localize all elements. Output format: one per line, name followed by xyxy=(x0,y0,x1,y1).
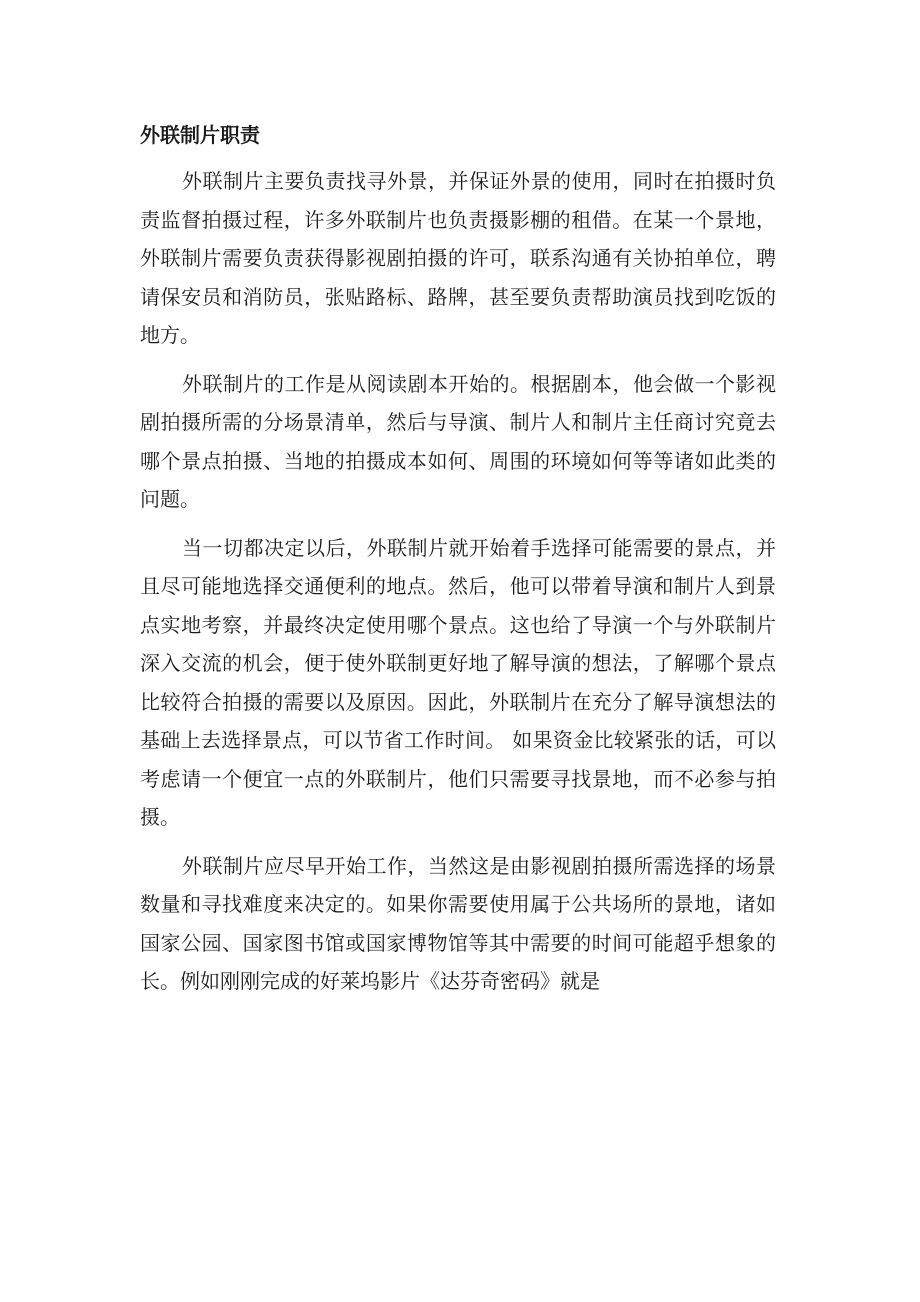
document-body xyxy=(140,118,776,1011)
paragraph-4: 外联制片应尽早开始工作，当然这是由影视剧拍摄所需选择的场景数量和寻找难度来决定的。如果你需要使用属于公共场所的景地，诸如国家公园、国家图书馆或国家博物馆等其中需要的时间可能超乎想象的长。例如刚刚完成的好莱坞影片《达芬奇密码》就是 xyxy=(140,853,776,993)
document-title: 外联制片职责 xyxy=(140,123,260,147)
paragraph-1: 外联制片主要负责找寻外景，并保证外景的使用，同时在拍摄时负责监督拍摄过程，许多外联制片也负责摄影棚的租借。在某一个景地，外联制片需要负责获得影视剧拍摄的许可，联系沟通有关协拍单位，聘请保安员和消防员，张贴路标、路牌，甚至要负责帮助演员找到吃饭的地方。 xyxy=(140,169,776,347)
paragraph-3: 当一切都决定以后，外联制片就开始着手选择可能需要的景点，并且尽可能地选择交通便利的地点。然后，他可以带着导演和制片人到景点实地考察，并最终决定使用哪个景点。这也给了导演一个与外联制片深入交流的机会，便于使外联制更好地了解导演的想法，了解哪个景点比较符合拍摄的需要以及原因。因此，外联制片在充分了解导演想法的基础上去选择景点，可以节省工作时间。 如果资金比较紧张的话，可以考虑请一个便宜一点的外联制片，他们只需要寻找景地，而不必参与拍摄。 xyxy=(140,535,776,829)
paragraph-2: 外联制片的工作是从阅读剧本开始的。根据剧本，他会做一个影视剧拍摄所需的分场景清单，然后与导演、制片人和制片主任商讨究竟去哪个景点拍摄、当地的拍摄成本如何、周围的环境如何等等诸如此类的问题。 xyxy=(140,371,776,511)
